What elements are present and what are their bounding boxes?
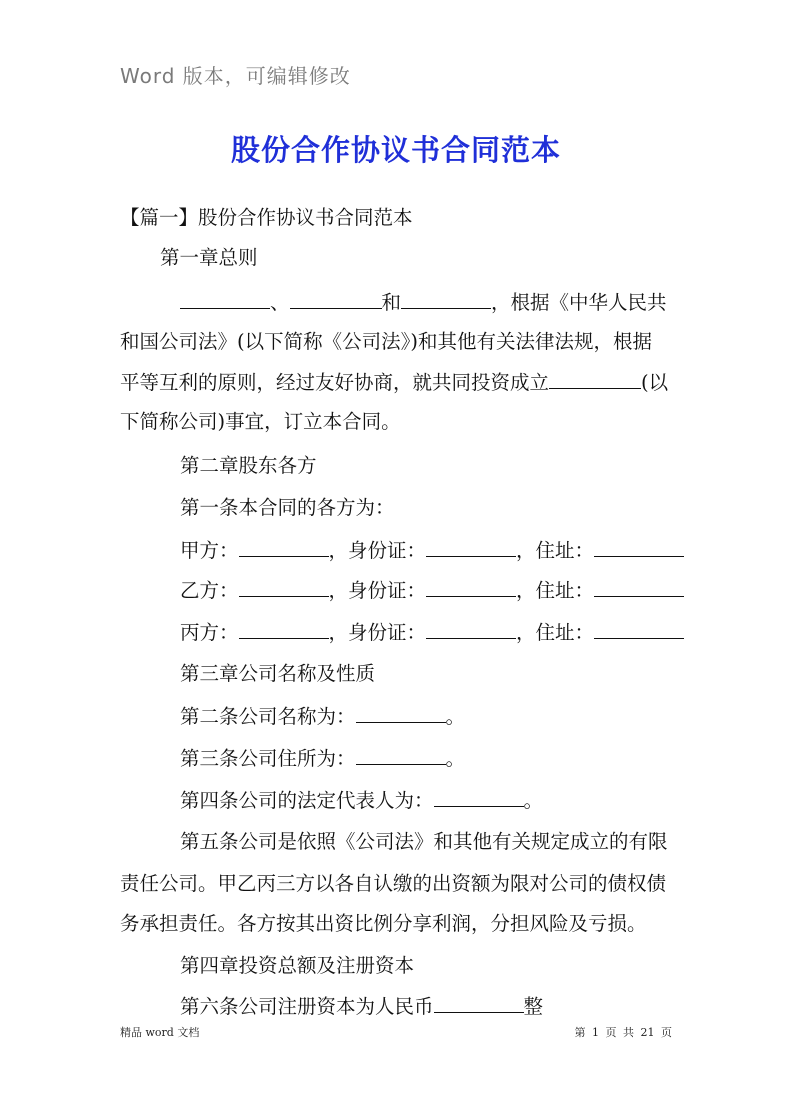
- footer-left: 精品 word 文档: [120, 1026, 200, 1039]
- blank-party-b-id[interactable]: [426, 578, 516, 597]
- article-5-line-3: 务承担责任。各方按其出资比例分享利润，分担风险及亏损。: [120, 912, 647, 935]
- blank-party-c-address[interactable]: [594, 620, 684, 639]
- paragraph-1-line-3: [120, 370, 668, 395]
- section-heading: 【篇一】股份合作协议书合同范本: [120, 206, 413, 229]
- party-row-a: [180, 538, 684, 563]
- article-1: 第一条本合同的各方为：: [180, 496, 395, 519]
- paragraph-1-line-4: 下简称公司)事宜，订立本合同。: [120, 410, 401, 433]
- blank-party-b-name[interactable]: [239, 578, 329, 597]
- article-3-text: 第三条公司住所为：: [180, 747, 356, 770]
- chapter-2-heading: 第二章股东各方: [180, 454, 317, 477]
- article-3-end: 。: [445, 747, 466, 770]
- header-note: Word 版本，可编辑修改: [120, 64, 351, 88]
- separator-comma: 、: [270, 291, 290, 314]
- chapter-1-heading: 第一章总则: [160, 246, 258, 269]
- chapter-4-heading: 第四章投资总额及注册资本: [180, 954, 415, 977]
- paragraph-1-tail: ，根据《中华人民共: [491, 291, 667, 314]
- paragraph-1-line-1: [180, 290, 667, 315]
- blank-company-title[interactable]: [356, 704, 446, 723]
- blank-party-b-address[interactable]: [594, 578, 684, 597]
- article-3: [180, 746, 465, 771]
- article-6: [180, 994, 543, 1019]
- blank-party-b[interactable]: [290, 290, 382, 309]
- party-a-label: 甲方：: [180, 539, 239, 562]
- paragraph-1-line-3-end: (以: [641, 371, 669, 394]
- blank-party-a-address[interactable]: [594, 538, 684, 557]
- article-4: [180, 788, 543, 813]
- party-c-label: 丙方：: [180, 621, 239, 644]
- blank-party-c[interactable]: [401, 290, 491, 309]
- article-4-text: 第四条公司的法定代表人为：: [180, 789, 434, 812]
- party-b-label: 乙方：: [180, 579, 239, 602]
- party-b-id-label: ，身份证：: [328, 579, 427, 602]
- document-title: 股份合作协议书合同范本: [230, 133, 561, 167]
- article-2: [180, 704, 465, 729]
- page-indicator: 第 1 页 共 21 页: [574, 1026, 672, 1039]
- blank-party-a-name[interactable]: [239, 538, 329, 557]
- blank-party-c-name[interactable]: [239, 620, 329, 639]
- party-row-b: [180, 578, 684, 603]
- blank-registered-capital[interactable]: [434, 994, 524, 1013]
- blank-party-a-id[interactable]: [426, 538, 516, 557]
- party-row-c: [180, 620, 684, 645]
- party-a-address-label: ，住址：: [516, 539, 595, 562]
- blank-company-address[interactable]: [356, 746, 446, 765]
- blank-company-name[interactable]: [549, 370, 641, 389]
- party-c-id-label: ，身份证：: [328, 621, 427, 644]
- party-c-address-label: ，住址：: [516, 621, 595, 644]
- article-2-text: 第二条公司名称为：: [180, 705, 356, 728]
- article-6-text: 第六条公司注册资本为人民币: [180, 995, 434, 1018]
- article-2-end: 。: [445, 705, 466, 728]
- article-5-line-2: 责任公司。甲乙丙三方以各自认缴的出资额为限对公司的债权债: [120, 872, 667, 895]
- separator-and: 和: [381, 291, 402, 314]
- blank-party-a[interactable]: [180, 290, 270, 309]
- article-5-line-1: 第五条公司是依照《公司法》和其他有关规定成立的有限: [180, 830, 668, 853]
- article-4-end: 。: [523, 789, 544, 812]
- blank-party-c-id[interactable]: [426, 620, 516, 639]
- article-6-end: 整: [523, 995, 544, 1018]
- party-b-address-label: ，住址：: [516, 579, 595, 602]
- paragraph-1-line-2: 和国公司法》(以下简称《公司法》)和其他有关法律法规，根据: [120, 330, 652, 353]
- paragraph-1-line-3-text: 平等互利的原则，经过友好协商，就共同投资成立: [120, 371, 550, 394]
- party-a-id-label: ，身份证：: [328, 539, 427, 562]
- chapter-3-heading: 第三章公司名称及性质: [180, 662, 376, 685]
- blank-legal-representative[interactable]: [434, 788, 524, 807]
